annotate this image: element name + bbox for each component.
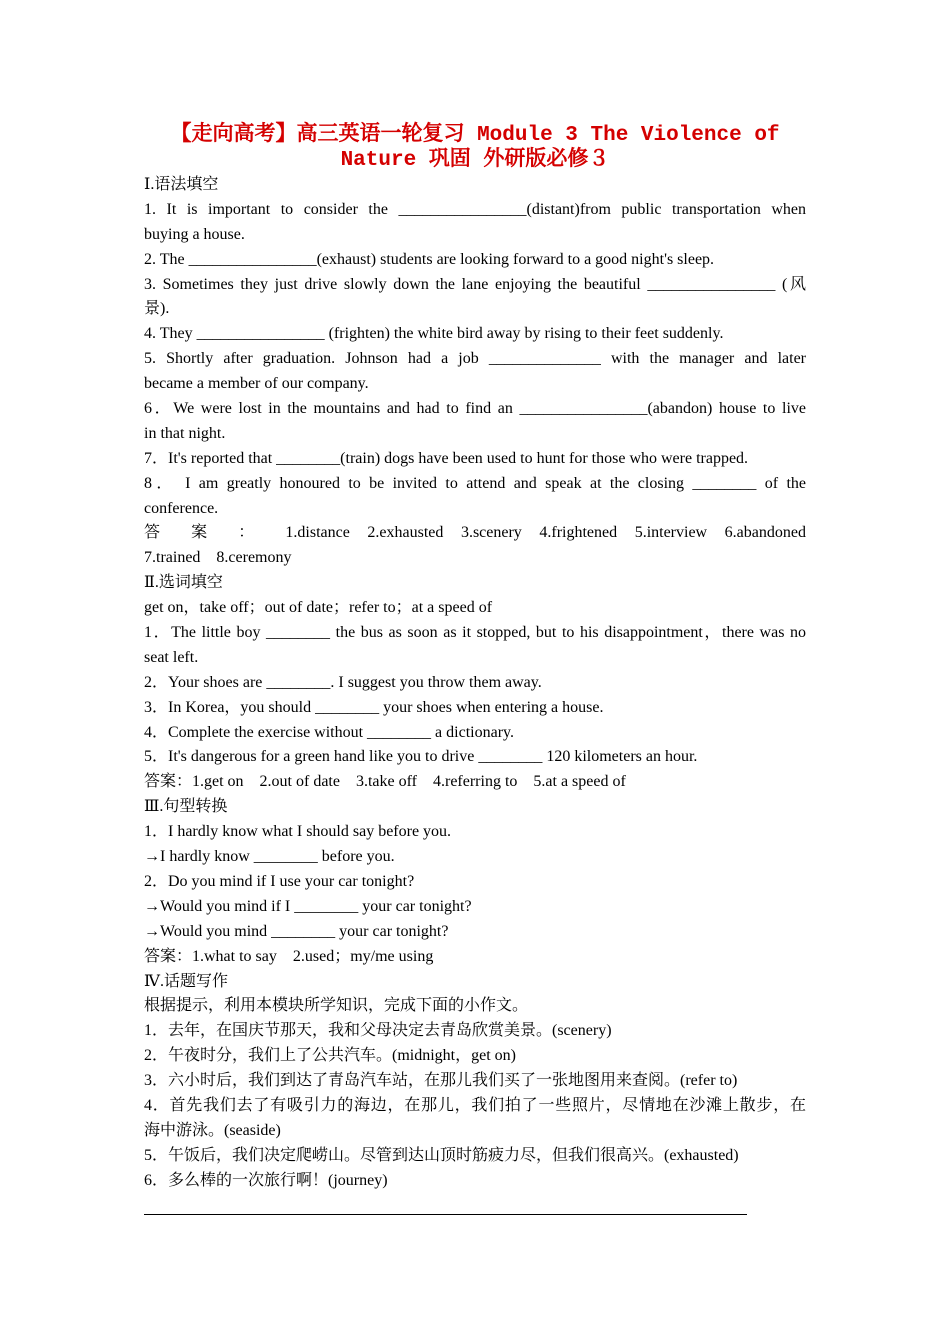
text-line: conference. <box>144 499 219 517</box>
text-line: 3．六小时后，我们到达了青岛汽车站，在那儿我们买了一张地图用来查阅。(refer to) <box>144 1072 738 1090</box>
text-line: seat left. <box>144 648 199 666</box>
answer-line <box>144 1214 747 1215</box>
title-line-2: Nature 巩固 外研版必修３ <box>340 149 610 172</box>
text-line: became a member of our company. <box>144 375 369 393</box>
text-line: 2．午夜时分，我们上了公共汽车。(midnight，get on) <box>144 1047 516 1065</box>
text-line: 2. The ________________(exhaust) students are looking forward to a good night's sleep. <box>144 250 715 268</box>
text-line: →Would you mind ________ your car tonight? <box>144 922 449 940</box>
text-line: 答案：1.what to say 2.used；my/me using <box>144 947 434 965</box>
text-line: 4．首先我们去了有吸引力的海边，在那儿，我们拍了一些照片，尽情地在沙滩上散步，在 <box>144 1096 806 1114</box>
text-line: 4．Complete the exercise without ________ a dictionary. <box>144 723 514 741</box>
text-line: 答案：1.get on 2.out of date 3.take off 4.referring to 5.at a speed of <box>144 773 626 791</box>
text-line: 2．Do you mind if I use your car tonight? <box>144 872 415 890</box>
text-line: get on，take off；out of date；refer to；at a speed of <box>144 599 493 617</box>
document-body <box>144 173 806 1194</box>
text-line: →Would you mind if I ________ your car tonight? <box>144 897 472 915</box>
text-line: 4. They ________________ (frighten) the white bird away by rising to their feet suddenly. <box>144 325 724 343</box>
text-line: Ⅲ.句型转换 <box>144 798 228 816</box>
text-line: 景). <box>144 300 170 318</box>
text-line: 1．The little boy ________ the bus as soon as it stopped, but to his disappointment，there was no <box>144 624 806 642</box>
text-line: 2．Your shoes are ________. I suggest you throw them away. <box>144 673 542 691</box>
text-line: 5．午饭后，我们决定爬崂山。尽管到达山顶时筋疲力尽，但我们很高兴。(exhausted) <box>144 1146 739 1164</box>
text-line: 7．It's reported that ________(train) dogs have been used to hunt for those who were trapped. <box>144 449 749 467</box>
text-line: 3．In Korea，you should ________ your shoes when entering a house. <box>144 698 604 716</box>
text-line: buying a house. <box>144 225 245 243</box>
text-line: 根据提示，利用本模块所学知识，完成下面的小作文。 <box>144 997 529 1015</box>
text-line: 1．去年，在国庆节那天，我和父母决定去青岛欣赏美景。(scenery) <box>144 1022 612 1040</box>
text-line: 1．I hardly know what I should say before you. <box>144 823 452 841</box>
text-line: 答 案 ： 1.distance 2.exhausted 3.scenery 4.frightened 5.interview 6.abandoned <box>144 524 806 542</box>
text-line: →I hardly know ________ before you. <box>144 848 395 866</box>
text-line: Ⅳ.话题写作 <box>144 972 228 990</box>
text-line: Ⅰ.语法填空 <box>144 176 219 193</box>
document-title <box>144 123 806 173</box>
text-line: 3. Sometimes they just drive slowly down the lane enjoying the beautiful ________________ (风 <box>144 275 806 293</box>
text-line: 5. Shortly after graduation. Johnson had a job ______________ with the manager and later <box>144 350 806 368</box>
text-line: 5．It's dangerous for a green hand like you to drive ________ 120 kilometers an hour. <box>144 748 698 766</box>
text-line: 1. It is important to consider the ________________(distant)from public transportation when <box>144 200 806 218</box>
text-line: Ⅱ.选词填空 <box>144 574 223 592</box>
title-line-1: 【走向高考】高三英语一轮复习 Module 3 The Violence of <box>170 124 780 147</box>
text-line: 6．We were lost in the mountains and had to find an ________________(abandon) house to live <box>144 400 806 418</box>
text-line: 8． I am greatly honoured to be invited to attend and speak at the closing ________ of the <box>144 474 806 492</box>
text-line: in that night. <box>144 424 226 442</box>
text-line: 7.trained 8.ceremony <box>144 549 292 567</box>
text-line: 海中游泳。(seaside) <box>144 1121 281 1139</box>
text-line: 6．多么棒的一次旅行啊！(journey) <box>144 1171 388 1189</box>
